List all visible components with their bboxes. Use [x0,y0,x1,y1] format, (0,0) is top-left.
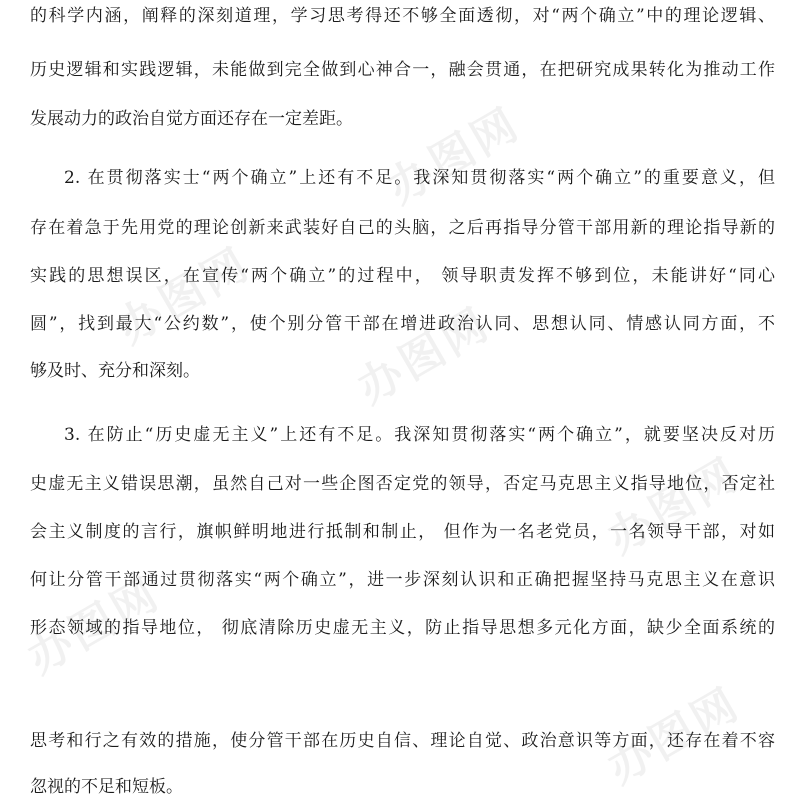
text-line: 史虚无主义错误思潮，虽然自己对一些企图否定党的领导，否定马克思主义指导地位，否定社 [30,474,775,494]
watermark: 办图网 [379,97,530,214]
watermark: 办图网 [109,237,260,354]
text-line: 历史逻辑和实践逻辑，未能做到完全做到心神合一，融会贯通，在把研究成果转化为推动工作 [30,60,775,80]
text-line: 圆”，找到最大“公约数”，使个别分管干部在增进政治认同、思想认同、情感认同方面，不 [30,314,775,334]
text-line: 忽视的不足和短板。 [30,777,183,797]
text-line: 发展动力的政治自觉方面还存在一定差距。 [30,109,353,129]
text-line: 思考和行之有效的措施，使分管干部在历史自信、理论自觉、政治意识等方面，还存在着不容 [30,731,775,751]
text-line: 实践的思想误区，在宣传“两个确立”的过程中， 领导职责发挥不够到位，未能讲好“同心 [30,266,775,286]
text-line: 的科学内涵，阐释的深刻道理，学习思考得还不够全面透彻，对“两个确立”中的理论逻辑、 [30,6,775,26]
text-line: 何让分管干部通过贯彻落实“两个确立”，进一步深刻认识和正确把握坚持马克思主义在意识 [30,570,775,590]
watermark: 办图网 [19,567,170,684]
text-line: 存在着急于先用党的理论创新来武装好自己的头脑，之后再指导分管干部用新的理论指导新的 [30,218,775,238]
watermark: 办图网 [599,447,750,564]
watermark: 办图网 [599,677,750,794]
paragraph-3-start: 3. 在防止“历史虚无主义”上还有不足。我深知贯彻落实“两个确立”，就要坚决反对历 [64,425,775,445]
text-line: 形态领域的指导地位， 彻底清除历史虚无主义，防止指导思想多元化方面，缺少全面系统的 [30,618,775,638]
paragraph-2-start: 2. 在贯彻落实士“两个确立”上还有不足。我深知贯彻落实“两个确立”的重要意义，但 [64,168,775,188]
watermark: 办图网 [349,297,500,414]
text-line: 够及时、充分和深刻。 [30,361,200,381]
text-line: 会主义制度的言行，旗帜鲜明地进行抵制和制止， 但作为一名老党员，一名领导干部，对如 [30,522,775,542]
